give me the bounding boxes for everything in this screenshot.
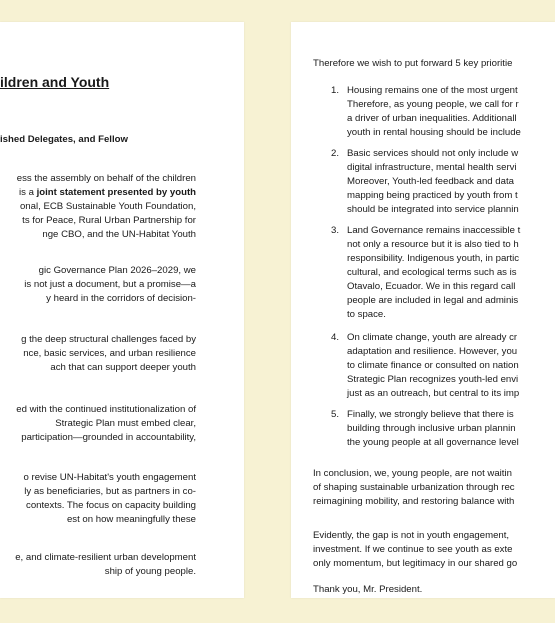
paragraph-line: nge CBO, and the UN-Habitat Youth <box>42 229 196 240</box>
priorities-intro: Therefore we wish to put forward 5 key prioritie <box>313 58 513 69</box>
document-title: ildren and Youth <box>0 74 110 90</box>
paragraph-line: is not just a document, but a promise—a <box>24 279 196 290</box>
salutation: ished Delegates, and Fellow <box>0 134 128 145</box>
right-document-page <box>291 22 555 598</box>
list-item-line: should be integrated into service plannin <box>347 204 519 215</box>
left-document-page <box>0 22 244 598</box>
closing-line: Thank you, Mr. President. <box>313 584 423 595</box>
list-item-line: Therefore, as young people, we call for r <box>347 99 519 110</box>
paragraph-line: participation—grounded in accountability, <box>21 432 196 443</box>
list-item-line: Otavalo, Ecuador. We in this regard call <box>347 281 516 292</box>
list-item-line: Housing remains one of the most urgent <box>347 85 518 96</box>
list-item-line: to space. <box>347 309 386 320</box>
paragraph-line: e, and climate-resilient urban development <box>15 552 196 563</box>
list-item-line: people are included in legal and adminis <box>347 295 519 306</box>
paragraph-line: ts for Peace, Rural Urban Partnership for <box>22 215 196 226</box>
paragraph-line: gic Governance Plan 2026–2029, we <box>38 265 196 276</box>
list-item-line: the young people at all governance level <box>347 437 519 448</box>
list-item-line: Strategic Plan recognizes youth-led envi <box>347 374 519 385</box>
paragraph-line: contexts. The focus on capacity building <box>26 500 196 511</box>
list-item-line: responsibility. Indigenous youth, in partic <box>347 253 520 264</box>
paragraph-line: Evidently, the gap is not in youth engagement, <box>313 530 510 541</box>
list-item-line: Basic services should not only include w <box>347 148 519 159</box>
list-number: 1. <box>331 85 340 96</box>
list-item-line: Finally, we strongly believe that there is <box>347 409 514 420</box>
list-item-line: a driver of urban inequalities. Additionall <box>347 113 517 124</box>
list-item-line: Land Governance remains inaccessible t <box>347 225 521 236</box>
list-item-line: cultural, and ecological terms such as is <box>347 267 517 278</box>
paragraph-line: In conclusion, we, young people, are not waitin <box>313 468 512 479</box>
paragraph-line: ship of young people. <box>104 566 196 577</box>
list-item-line: just as an outreach, but central to its imp <box>347 388 520 399</box>
paragraph-line: nce, basic services, and urban resilience <box>23 348 196 359</box>
paragraph-line: only momentum, but legitimacy in our shared go <box>313 558 518 569</box>
text-span: is a <box>19 187 37 198</box>
paragraph-line <box>19 187 196 198</box>
list-number: 5. <box>331 409 340 420</box>
paragraph-line: of shaping sustainable urbanization through rec <box>313 482 515 493</box>
list-item-line: not only a resource but it is also tied to h <box>347 239 519 250</box>
list-item-line: Moreover, Youth-led feedback and data <box>347 176 514 187</box>
paragraph-line: y heard in the corridors of decision- <box>46 293 196 304</box>
paragraph-line: g the deep structural challenges faced by <box>21 334 196 345</box>
paragraph-line: Strategic Plan must embed clear, <box>55 418 196 429</box>
list-item-line: mapping being practiced by youth from t <box>347 190 518 201</box>
paragraph-line: onal, ECB Sustainable Youth Foundation, <box>19 201 196 212</box>
paragraph-line: est on how meaningfully these <box>66 514 196 525</box>
list-number: 3. <box>331 225 340 236</box>
paragraph-line: ed with the continued institutionalization of <box>16 404 196 415</box>
paragraph-line: reimagining mobility, and restoring balance with <box>313 496 515 507</box>
list-item-line: digital infrastructure, mental health servi <box>347 162 517 173</box>
list-item-line: On climate change, youth are already cr <box>347 332 518 343</box>
paragraph-line: o revise UN-Habitat's youth engagement <box>23 472 196 483</box>
paragraph-line: ess the assembly on behalf of the children <box>16 173 196 184</box>
paragraph-line: ach that can support deeper youth <box>50 362 196 373</box>
list-item-line: youth in rental housing should be include <box>347 127 521 138</box>
bold-text-span: joint statement presented by youth <box>36 187 196 198</box>
list-number: 2. <box>331 148 340 159</box>
list-number: 4. <box>331 332 340 343</box>
paragraph-line: investment. If we continue to see youth as exte <box>313 544 513 555</box>
list-item-line: to climate finance or consulted on nation <box>347 360 519 371</box>
list-item-line: adaptation and resilience. However, you <box>347 346 518 357</box>
paragraph-line: ly as beneficiaries, but as partners in co- <box>24 486 196 497</box>
list-item-line: building through inclusive urban plannin <box>347 423 516 434</box>
